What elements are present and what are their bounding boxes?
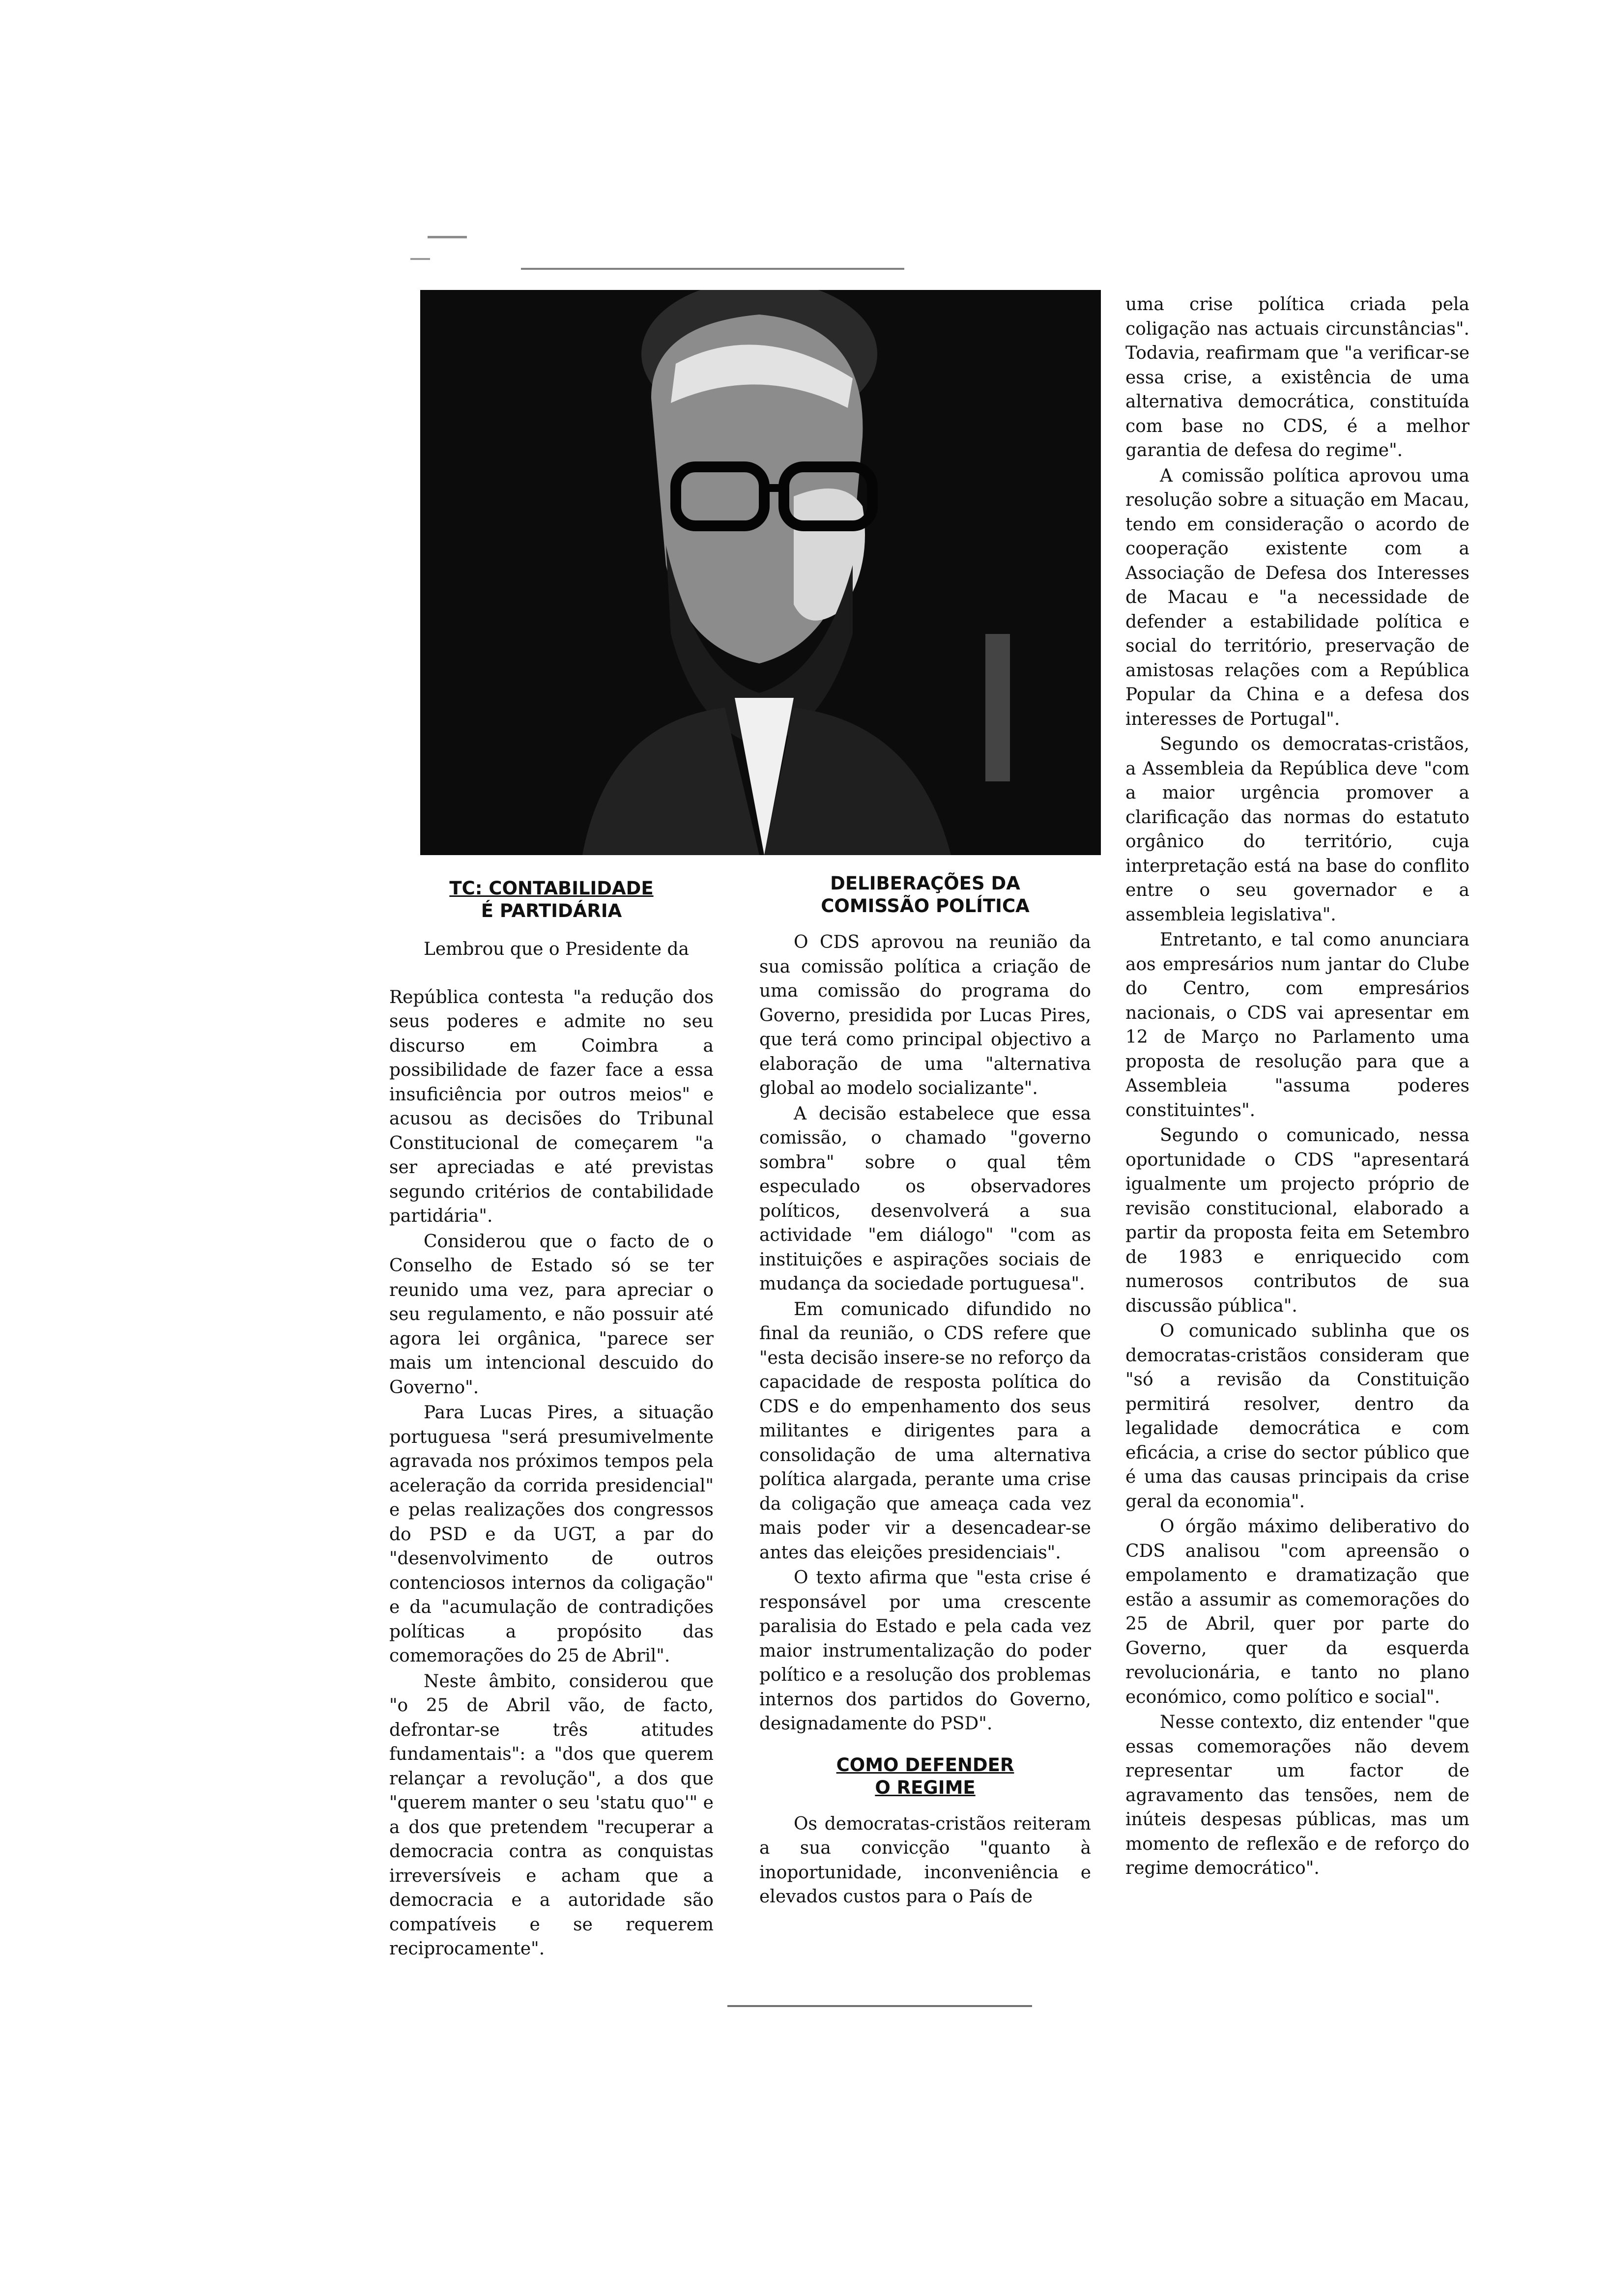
section-headline-line: O REGIME: [875, 1777, 976, 1798]
article-paragraph: Para Lucas Pires, a situação portuguesa "será presumivelmente agravada nos próximos tempos pela aceleração da corrida presidencial" e pelas realizações dos congressos do PSD e da UGT, a par do "desenvolvimento de outros contenciosos internos da coligação" e da "acumulação de contradições políticas a propósito das comemorações do 25 de Abril".: [389, 1403, 714, 1666]
scan-mark: [521, 268, 904, 270]
article-paragraph: O órgão máximo deliberativo do CDS analisou "com apreensão o empolamento e dramatização que estão a assumir as comemorações do 25 de Abril, quer por parte do Governo, quer da esquerda revolucionária, e tanto no plano económico, como político e social".: [1125, 1517, 1469, 1707]
article-paragraph: uma crise política criada pela coligação nas actuais circunstâncias". Todavia, reafirmam que "a verificar-se essa crise, a existência de uma alternativa democrática, constituída com base no CDS, é a melhor garantia de defesa do regime".: [1125, 294, 1469, 460]
section-headline-line: DELIBERAÇÕES DA: [830, 873, 1020, 894]
article-paragraph: Nesse contexto, diz entender "que essas comemorações não devem representar um factor de agravamento das tensões, nem de inúteis despesas públicas, mas um momento de reflexão e de reforço do regime democrático".: [1125, 1712, 1469, 1878]
section-headline-line: COMO DEFENDER: [836, 1754, 1014, 1776]
article-paragraph: O texto afirma que "esta crise é responsável por uma crescente paralisia do Estado e pela cada vez maior instrumentalização do poder político e a resolução dos problemas internos dos partidos do Governo, designadamente do PSD".: [759, 1568, 1091, 1734]
article-paragraph: O comunicado sublinha que os democratas-cristãos consideram que "só a revisão da Constituição permitirá resolver, dentro da legalidade democrática e com eficácia, a crise do sector público que é uma das causas principais da crise geral da economia".: [1125, 1321, 1469, 1512]
section-headline-line: COMISSÃO POLÍTICA: [821, 895, 1030, 917]
article-paragraph: Segundo os democratas-cristãos, a Assembleia da República deve "com a maior urgência promover a clarificação das normas do estatuto orgânico do território, cuja interpretação está na base do conflito entre o seu governador e a assembleia legislativa".: [1125, 734, 1469, 925]
portrait-photo: [420, 290, 1101, 855]
article-paragraph: Segundo o comunicado, nessa oportunidade o CDS "apresentará igualmente um projecto próprio de revisão constitucional, elaborado a partir da proposta feita em Setembro de 1983 e enriquecido com numerosos contributos de sua discussão pública".: [1125, 1125, 1469, 1316]
bottom-rule: [727, 2005, 1032, 2007]
article-paragraph: O CDS aprovou na reunião da sua comissão política a criação de uma comissão do programa do Governo, presidida por Lucas Pires, que terá como principal objectivo a elaboração de uma "alternativa global ao modelo socializante".: [759, 932, 1091, 1098]
scan-mark: [428, 236, 467, 238]
article-column-1: [389, 877, 714, 1962]
scan-mark: [410, 258, 430, 260]
article-paragraph: Neste âmbito, considerou que "o 25 de Abril vão, de facto, defrontar-se três atitudes fundamentais": a "dos que querem relançar a revolução", a dos que "querem manter o seu 'statu quo'" e a dos que pretendem "recuperar a democracia contra as conquistas irreversíveis e acham que a democracia e a autoridade são compatíveis e se requerem reciprocamente".: [389, 1671, 714, 1959]
article-paragraph: Considerou que o facto de o Conselho de Estado só se ter reunido uma vez, para apreciar o seu regulamento, e não possuir até agora lei orgânica, "parece ser mais um intencional descuido do Governo".: [389, 1231, 714, 1398]
article-paragraph: Em comunicado difundido no final da reunião, o CDS refere que "esta decisão insere-se no reforço da capacidade de resposta política do CDS e do empenhamento dos seus militantes e dirigentes para a consolidação de uma alternativa política alargada, perante uma crise da coligação que ameaça cada vez mais poder vir a desencadear-se antes das eleições presidenciais".: [759, 1299, 1091, 1563]
article-paragraph: República contesta "a redução dos seus poderes e admite no seu discurso em Coimbra a possibilidade de fazer face a essa insuficiência por outros meios" e acusou as decisões do Tribunal Constitucional de começarem "a ser apreciadas e até previstas segundo critérios de contabilidade partidária".: [389, 987, 714, 1226]
article-paragraph: Lembrou que o Presidente da: [424, 939, 689, 959]
section-headline-line: É PARTIDÁRIA: [481, 900, 622, 921]
article-paragraph: Entretanto, e tal como anunciara aos empresários num jantar do Clube do Centro, com empresários nacionais, o CDS vai apresentar em 12 de Março no Parlamento uma proposta de resolução para que a Assembleia "assuma poderes constituintes".: [1125, 930, 1469, 1120]
article-paragraph: A decisão estabelece que essa comissão, o chamado "governo sombra" sobre o qual têm especulado os observadores políticos, desenvolverá a sua actividade "em diálogo" "com as instituições e aspirações sociais de mudança da sociedade portuguesa".: [759, 1103, 1091, 1294]
article-column-3: [1125, 292, 1469, 1882]
section-headline-line: TC: CONTABILIDADE: [449, 878, 654, 899]
article-column-2: [759, 872, 1091, 1910]
section-headline: [759, 1754, 1091, 1799]
section-headline: [389, 877, 714, 922]
article-paragraph: A comissão política aprovou uma resolução sobre a situação em Macau, tendo em consideração o acordo de cooperação existente com a Associação de Defesa dos Interesses de Macau e "a necessidade de defender a estabilidade política e social do território, preservação de amistosas relações com a República Popular da China e a defesa dos interesses de Portugal".: [1125, 465, 1469, 729]
section-headline: [759, 872, 1091, 918]
article-paragraph: Os democratas-cristãos reiteram a sua convicção "quanto à inoportunidade, inconveniência e elevados custos para o País de: [759, 1813, 1091, 1907]
